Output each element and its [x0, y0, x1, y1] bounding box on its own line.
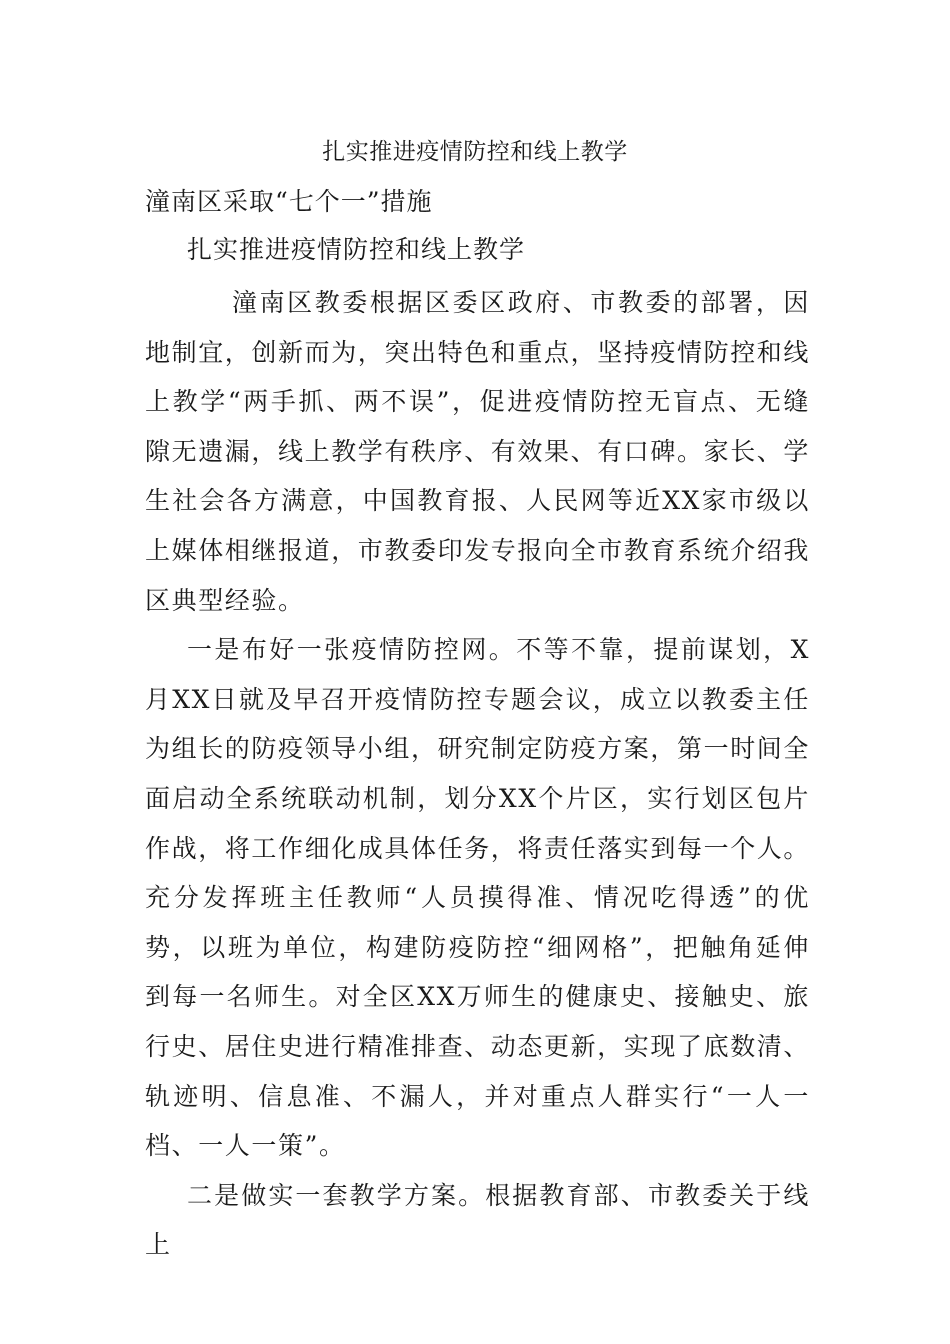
paragraph-measure-one: 一是布好一张疫情防控网。不等不靠，提前谋划，X月XX日就及早召开疫情防控专题会议，成立以教委主任为组长的防疫领导小组，研究制定防疫方案，第一时间全面启动全系统联动机制，划分XX个片区，实行划区包片作战，将工作细化成具体任务，将责任落实到每一个人。充分发挥班主任教师“人员摸得准、情况吃得透”的优势，以班为单位，构建防疫防控“细网格”，把触角延伸到每一名师生。对全区XX万师生的健康史、接触史、旅行史、居住史进行精准排查、动态更新，实现了底数清、轨迹明、信息准、不漏人，并对重点人群实行“一人一档、一人一策”。 — [145, 635, 811, 1161]
document-subtitle: 潼南区采取“七个一”措施 — [145, 187, 433, 216]
document-body — [145, 278, 810, 1270]
document-subtitle-2: 扎实推进疫情防控和线上教学 — [187, 235, 526, 264]
document-title: 扎实推进疫情防控和线上教学 — [322, 139, 628, 165]
paragraph-intro: 潼南区教委根据区委区政府、市教委的部署，因地制宜，创新而为，突出特色和重点，坚持疫情防控和线上教学“两手抓、两不误”，促进疫情防控无盲点、无缝隙无遗漏，线上教学有秩序、有效果、有口碑。家长、学生社会各方满意，中国教育报、人民网等近XX家市级以上媒体相继报道，市教委印发专报向全市教育系统介绍我区典型经验。 — [145, 288, 811, 615]
paragraph-measure-two: 二是做实一套教学方案。根据教育部、市教委关于线上 — [145, 1180, 810, 1260]
